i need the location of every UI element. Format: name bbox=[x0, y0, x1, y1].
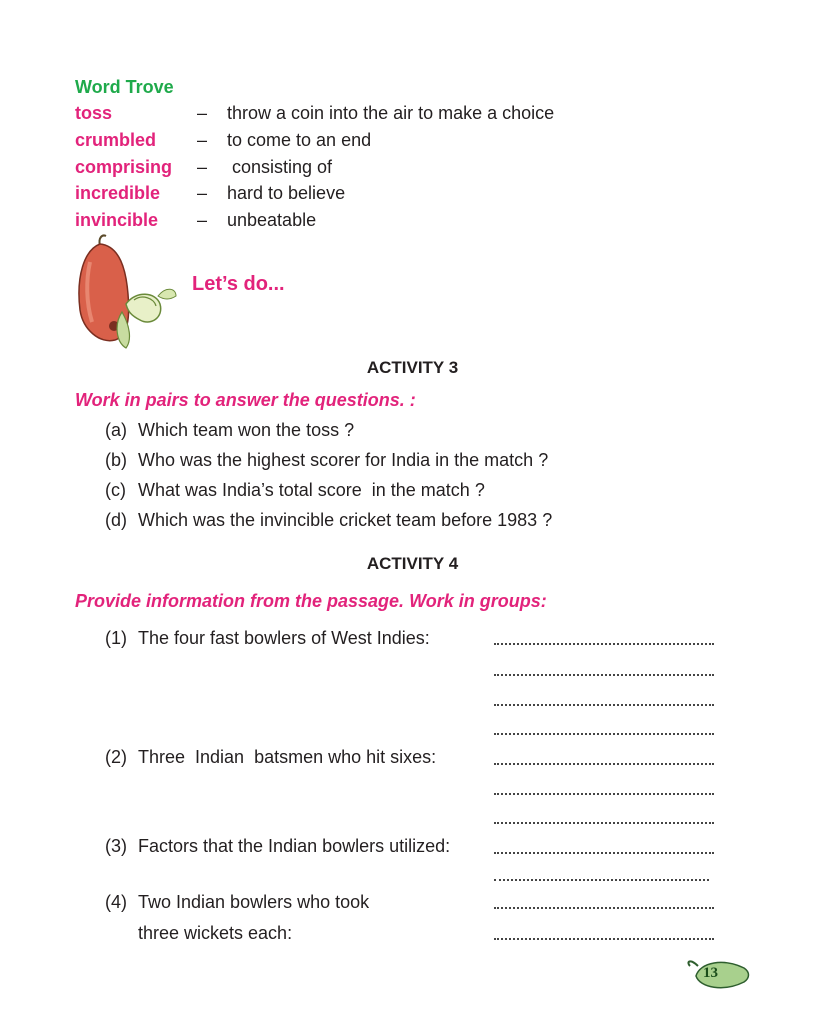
question-item bbox=[105, 510, 552, 531]
answer-line[interactable] bbox=[494, 732, 714, 735]
word-trove-word: toss bbox=[75, 103, 113, 123]
word-trove-dash: – bbox=[197, 157, 208, 177]
answer-line[interactable] bbox=[494, 906, 714, 909]
question-item bbox=[105, 450, 548, 471]
question-item bbox=[105, 480, 485, 501]
question-text: Which team won the toss ? bbox=[138, 420, 355, 440]
word-trove-definition: unbeatable bbox=[227, 210, 317, 230]
answer-line[interactable] bbox=[494, 851, 714, 854]
question-label: (d) bbox=[105, 510, 127, 530]
lets-do-heading: Let’s do... bbox=[192, 273, 285, 295]
cashew-illustration bbox=[70, 232, 182, 354]
info-item bbox=[105, 628, 430, 649]
answer-line[interactable] bbox=[494, 878, 709, 881]
word-trove-dash: – bbox=[197, 130, 208, 150]
word-trove-word: invincible bbox=[75, 210, 159, 230]
word-trove-word: comprising bbox=[75, 157, 173, 177]
word-trove-definition: consisting of bbox=[227, 157, 333, 177]
word-trove-dash: – bbox=[197, 103, 208, 123]
word-trove-word: crumbled bbox=[75, 130, 157, 150]
question-text: Which was the invincible cricket team before 1983 ? bbox=[138, 510, 553, 530]
question-text: Who was the highest scorer for India in the match ? bbox=[138, 450, 549, 470]
info-item bbox=[105, 836, 450, 857]
info-item-number: (1) bbox=[105, 628, 127, 648]
activity-3-instruction: Work in pairs to answer the questions. : bbox=[75, 390, 416, 410]
activity-3-heading: ACTIVITY 3 bbox=[366, 358, 459, 377]
info-item-text: Factors that the Indian bowlers utilized: bbox=[138, 836, 451, 856]
page-number: 13 bbox=[703, 965, 718, 981]
activity-4-heading: ACTIVITY 4 bbox=[366, 554, 459, 573]
info-item-number: (4) bbox=[105, 892, 127, 912]
answer-line[interactable] bbox=[494, 821, 714, 824]
answer-line[interactable] bbox=[494, 673, 714, 676]
answer-line[interactable] bbox=[494, 762, 714, 765]
answer-line[interactable] bbox=[494, 703, 714, 706]
word-trove-definition: hard to believe bbox=[227, 183, 346, 203]
info-item-number: (2) bbox=[105, 747, 127, 767]
answer-line[interactable] bbox=[494, 792, 714, 795]
word-trove-word: incredible bbox=[75, 183, 161, 203]
word-trove-definition: throw a coin into the air to make a choice bbox=[227, 103, 555, 123]
question-label: (a) bbox=[105, 420, 127, 440]
question-item bbox=[105, 420, 354, 441]
word-trove-dash: – bbox=[197, 183, 208, 203]
info-item-text: The four fast bowlers of West Indies: bbox=[138, 628, 430, 648]
info-item-number: (3) bbox=[105, 836, 127, 856]
answer-line[interactable] bbox=[494, 642, 714, 645]
answer-line[interactable] bbox=[494, 937, 714, 940]
leaf-icon bbox=[684, 954, 754, 996]
word-trove-title: Word Trove bbox=[75, 77, 174, 97]
info-item-text: Two Indian bowlers who took bbox=[138, 892, 370, 912]
info-item-continuation: three wickets each: bbox=[138, 923, 293, 943]
word-trove-definition: to come to an end bbox=[227, 130, 372, 150]
info-item bbox=[105, 892, 369, 913]
question-text: What was India’s total score in the match ? bbox=[138, 480, 485, 500]
word-trove-dash: – bbox=[197, 210, 208, 230]
question-label: (b) bbox=[105, 450, 127, 470]
activity-4-instruction: Provide information from the passage. Work in groups: bbox=[75, 591, 547, 611]
info-item bbox=[105, 747, 436, 768]
question-label: (c) bbox=[105, 480, 126, 500]
info-item-text: Three Indian batsmen who hit sixes: bbox=[138, 747, 437, 767]
